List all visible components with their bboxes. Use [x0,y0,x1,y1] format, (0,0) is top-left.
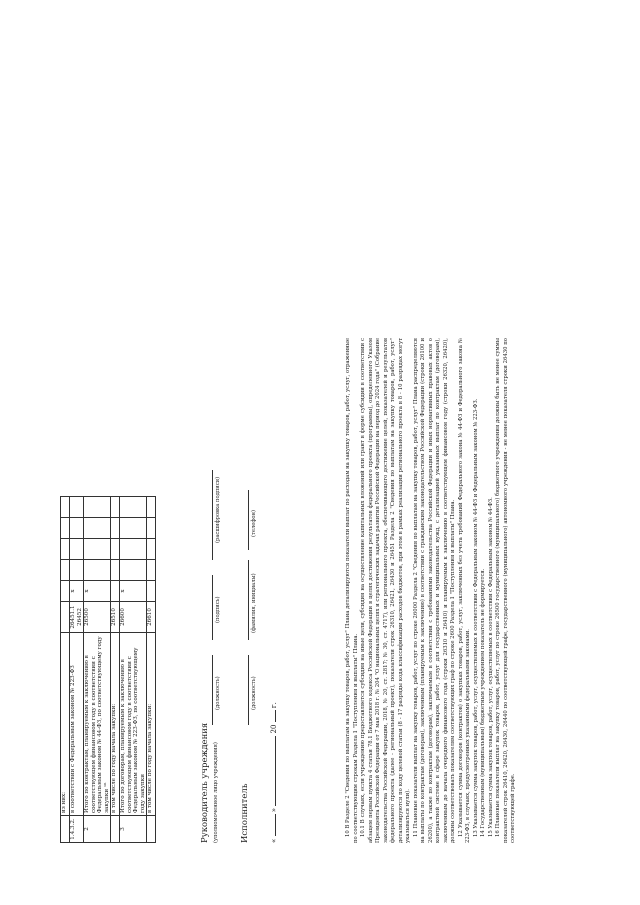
table-cell [111,560,120,581]
table-cell [61,560,70,581]
head-caption: (уполномоченное лицо учреждения) [213,742,219,843]
date-suffix: г. [270,702,278,709]
row-code [70,602,84,633]
row-number [111,816,120,843]
row-code: 26500 [84,602,111,633]
fio-line [248,560,249,640]
row-mark [61,581,70,602]
code-main: 26451.1 [70,605,76,629]
head-title: Руководитель учреждения [200,722,210,843]
row-number [61,816,70,843]
footnote-11: 11 Плановые показатели выплат на закупку товаров, работ, услуг по строке 26000 Раздела 2 "Сведения по выплатам на закупку товаров, работ, услуг" Плана распределяются на выплаты по контрактам (договорам), заключенным (планируемым к заключению) в соответствии с гражданским законодательством Российской Федерации (строки 26100 и 26200), а также по контрактам (договорам), заключаемым в соответствии с требованиями законодательства Российской Федерации и иных нормативных правовых актов о контрактной системе в сфере закупок товаров, работ, услуг для государственных и муниципальных нужд, с детализацией указанных выплат по контрактам (договорам), заключенным до начала очередного финансового года (строки 26310 и 26410) и планируемым к заключению в соответствующем финансовом году (строки 26320, 26420), должны соответствовать показателям соответствующих граф по строке 2600 Раздела 1 "Поступления и выплаты" Плана. [412,338,456,843]
decode-line [212,470,213,560]
row-description: Итого по договорам, планируемым к заключению в соответствующем финансовом году в соответствии с Федеральным законом № 223-ФЗ, по соответствующему году закупки [120,633,147,816]
row-mark [111,581,120,602]
table-row [147,497,156,843]
footnote-15: 15 Указывается сумма закупок товаров, работ, услуг, осуществляемых в соответствии с Федеральным законом № 44-ФЗ. [487,497,494,837]
table-cell [70,539,84,560]
row-code: 26610 [147,602,156,633]
table-cell [120,539,147,560]
footnotes [345,338,518,843]
footnote-10: 10 В Разделе 2 "Сведения по выплатам на закупку товаров, работ, услуг" Плана детализируются показатели выплат по расходам на закупку товаров, работ, услуг, отраженные по соответствующим строкам Раздела 1 "Поступления и выплаты" Плана. [345,338,359,843]
row-code [61,602,70,633]
table-cell [120,518,147,539]
table-cell [147,518,156,539]
code-extra: 26452 [76,608,83,626]
row-code: 26510 [111,602,120,633]
table-cell [70,560,84,581]
date-line [270,702,278,843]
phone-caption: (телефон) [251,510,257,537]
month-blank [275,736,276,806]
row-number: 1.4.3.2. [70,816,84,843]
table-cell [111,518,120,539]
table-cell [147,560,156,581]
table-cell [120,497,147,518]
footnote-14: 14 Государственным (муниципальным) бюджетным учреждением показатель не формируется. [480,568,486,837]
footnote-12: 12 Указывается сумма договоров (контрактов) о закупках товаров, работ, услуг, заключенных без учета требований Федерального закона № 44-ФЗ и Федерального закона № 223-ФЗ, в случаях, предусмотренных указанными федеральными законами. [457,338,471,843]
date-quote-open: « [270,838,278,843]
table-row [120,497,147,843]
table-row [61,497,70,843]
table-row [84,497,111,843]
footnote-16: 16 Плановые показатели выплат на закупку товаров, работ, услуг по строке 26500 государственного (муниципального) бюджетного учреждения должны быть не менее суммы показателей строк 26410, 26420, 26430, 26440 по соответствующей графе, государственного (муниципального) автономного учреждения - не менее показателя строки 26430 по соответствующей графе. [495,338,516,843]
table-cell [111,497,120,518]
rotated-page [60,45,580,845]
date-year: 20 [270,724,278,734]
purchases-table [60,496,156,843]
table-cell [84,518,111,539]
table-cell [84,560,111,581]
footnote-13: 13 Указывается сумма закупок товаров, работ, услуг, осуществляемых в соответствии с Федеральным законом № 44-ФЗ и Федеральным законом № 223-ФЗ. [472,398,479,837]
table-cell [147,539,156,560]
table-cell [61,539,70,560]
position-caption: (должность) [215,676,221,710]
executor-position-caption: (должность) [251,676,257,710]
row-number [147,816,156,843]
table-cell [120,560,147,581]
row-mark: x [84,581,111,602]
table-cell [70,497,84,518]
table-cell [70,518,84,539]
table-cell [61,497,70,518]
table-row [111,497,120,843]
row-description: в том числе по году начала закупки: [111,633,120,816]
row-number: 3 [120,816,147,843]
row-description: в соответствии с Федеральным законом № 223-ФЗ [70,633,84,816]
row-mark [147,581,156,602]
phone-line [248,490,249,550]
executor-position-line [248,655,249,725]
footnote-10-1: 10.1 В случаях, если учреждению предоставляется субсидия на иные цели, субсидия на осуществление капитальных вложений или грант в форме субсидии в соответствии с абзацем первым пункта 4 статьи 78.1 Бюджетного кодекса Российской Федерации в целях достижения результатов федерального проекта (программы), определенного Указом Президента Российской Федерации от 7 мая 2018 г. № 204 "О национальных целях и стратегических задачах развития Российской Федерации на период до 2024 года" (Собрание законодательства Российской Федерации, 2018, № 20, ст. 2817; № 30, ст. 4717), или регионального проекта, обеспечивающего достижение целей, показателей и результатов федерального проекта (далее - региональный проект), показатели строк 26310, 26421, 26430 и 26451 Раздела 2 "Сведения по выплатам на закупку товаров, работ, услуг" детализируются по коду целевой статьи (8 - 17 разряды кода классификации расходов бюджетов, при этом в рамках реализации регионального проекта в 8 - 10 разрядах могут указываться нули). [360,338,411,843]
row-description: Итого по контрактам, планируемым к заключению в соответствующем финансовом году в соответствии с Федеральным законом № 44-ФЗ, по соответствующему году закупки ¹⁶ [84,633,111,816]
date-quote-close: » [270,807,278,813]
executor-title: Исполнитель [240,783,250,843]
row-description: из них: [61,633,70,816]
sign-caption: (подпись) [215,596,221,623]
row-number: 2 [84,816,111,843]
row-description: в том числе по году начала закупки: [147,633,156,816]
table-cell [147,497,156,518]
position-line [212,655,213,725]
decode-caption: (расшифровка подписи) [215,476,221,543]
year-blank [275,710,276,722]
row-mark: x [70,581,84,602]
table-cell [84,497,111,518]
table-cell [111,539,120,560]
table-cell [84,539,111,560]
sign-line [212,575,213,640]
row-code: 26600 [120,602,147,633]
table-cell [61,518,70,539]
row-mark: x [120,581,147,602]
table-row [70,497,84,843]
day-blank [275,814,276,836]
fio-caption: (фамилия, инициалы) [251,573,257,633]
